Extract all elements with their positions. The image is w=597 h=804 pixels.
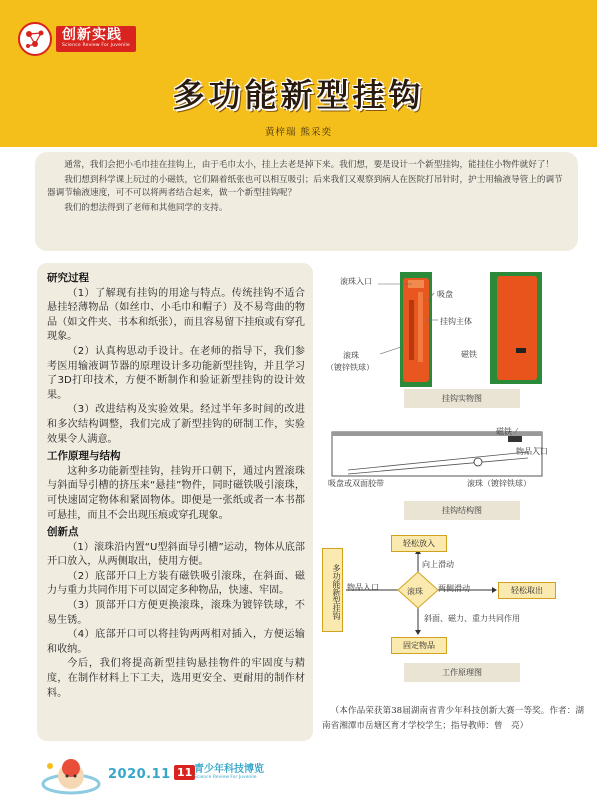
logo-box — [56, 26, 136, 52]
body-paragraph: （3）顶部开口方便更换滚珠，滚珠为镀锌铁球，不易生锈。 — [47, 600, 305, 626]
flow-ball-label: 滚珠 — [407, 587, 423, 596]
section-heading-research: 研究过程 — [47, 272, 89, 284]
fig2-label-suction: 吸盘或双面胶带 — [328, 479, 384, 488]
magazine-name — [194, 764, 264, 780]
section-heading-principle: 工作原理与结构 — [47, 450, 121, 463]
intro-paragraph: 我们想到科学课上玩过的小磁铁，它们隔着纸张也可以相互吸引；后来我们又观察到病人在医院打吊针时，护士用输液导管上的调节器调节输液速度，可不可以将两者结合起来，做一个新型挂钩呢？ — [47, 175, 563, 198]
body-paragraph: （2）认真构思动手设计。在老师的指导下，我们参考医用输液调节器的原理设计多功能新型挂钩，并且学习了3D打印技术，方便不断制作和验证新型挂钩的设计效果。 — [47, 345, 305, 401]
fig1-label-magnet: 磁铁 — [461, 350, 477, 359]
page-number: 11 — [174, 765, 195, 780]
body-paragraph: （4）底部开口可以将挂钩两两相对插入，方便运输和收纳。 — [47, 629, 305, 655]
flow-box-bottom: 固定物品 — [391, 637, 447, 654]
body-paragraph: 这种多功能新型挂钩，挂钩开口朝下，通过内置滚珠与斜面导引槽的挤压来“悬挂”物件，同时磁铁吸引滚珠，可快速固定物体和紧固物体。即便是一张纸或者一本书都可悬挂，而且不会出现压痕或穿孔现象。 — [47, 465, 305, 521]
page-footer — [0, 752, 597, 804]
logo-subtitle: Science Review For Juvenile — [62, 43, 130, 48]
fig2-label-magnet: 磁铁 — [496, 427, 512, 436]
flow-side-box: 多功能新型挂钩 — [322, 548, 343, 632]
intro-box — [35, 152, 578, 251]
logo-title: 创新实践 — [62, 27, 122, 43]
article-authors: 黄梓瑞 熊采奕 — [264, 127, 333, 138]
fig1-label-body: 挂钩主体 — [440, 317, 472, 326]
fig1-label-suction: 吸盘 — [437, 290, 453, 299]
flow-label-sides: 两侧滑动 — [438, 584, 470, 593]
flow-label-forces: 斜面、磁力、重力共同作用 — [424, 614, 520, 623]
award-credit: （本作品荣获第38届湖南省青少年科技创新大赛一等奖。作者：湖南省湘潭市岳塘区育才学校学生；指导教师：曾 亮） — [322, 706, 584, 731]
fig1-label-ball-sub: （镀锌铁球） — [326, 363, 374, 372]
body-paragraph: （2）底部开口上方装有磁铁吸引滚珠，在斜面、磁力与重力共同作用下可以固定多种物品，快速、牢固。 — [47, 570, 305, 597]
fig2-label-ball: 滚珠（镀锌铁球） — [467, 479, 531, 488]
flow-label-item-inlet: 物品入口 — [347, 583, 379, 592]
flow-box-top: 轻松放入 — [391, 535, 447, 552]
magazine-subtitle: Science Review For Juvenile — [194, 775, 257, 780]
fig3-caption: 工作原理图 — [404, 663, 520, 682]
hook-photo-right — [490, 272, 542, 384]
column-logo — [18, 22, 136, 56]
fig2-label-item-inlet: 物品入口 — [516, 447, 548, 456]
fig2-caption: 挂钩结构图 — [404, 501, 520, 520]
flow-label-up: 向上滑动 — [422, 560, 454, 569]
molecule-icon — [18, 22, 52, 56]
body-paragraph: （1）滚珠沿内置“U型斜面导引槽”运动，物体从底部开口放入，从两侧取出，使用方便。 — [47, 541, 305, 568]
flow-box-right: 轻松取出 — [498, 582, 556, 599]
fig1-label-inlet: 滚珠入口 — [340, 277, 372, 286]
intro-paragraph: 我们的想法得到了老师和其他同学的支持。 — [64, 203, 228, 213]
issue-date: 2020.11 — [108, 767, 171, 782]
body-paragraph: 今后，我们将提高新型挂钩悬挂物件的牢固度与精度，在制作材料上下工夫，选用更安全、更耐用的制作材料。 — [47, 658, 305, 699]
fig1-caption: 挂钩实物图 — [404, 389, 520, 408]
magazine-title: 青少年科技博览 — [194, 764, 264, 775]
main-text-panel — [37, 263, 313, 741]
fig1-leader-lines — [370, 278, 450, 368]
body-paragraph: （1）了解现有挂钩的用途与特点。传统挂钩不适合悬挂轻薄物品（如丝巾、小毛巾和帽子）及不易弯曲的物品（如文件夹、书本和纸张），而且容易留下挂痕或有穿孔现象。 — [47, 287, 305, 343]
section-heading-innovation: 创新点 — [47, 526, 79, 539]
article-title: 多功能新型挂钩 — [172, 76, 425, 114]
fig1-label-ball: 滚珠 — [343, 351, 359, 360]
intro-paragraph: 通常，我们会把小毛巾挂在挂钩上，由于毛巾太小，挂上去老是掉下来。我们想，要是设计一个新型挂钩，能挂住小物件就好了！ — [64, 160, 555, 170]
mascot-icon — [40, 754, 102, 802]
body-paragraph: （3）改进结构及实验效果。经过半年多时间的改进和多次结构调整，我们完成了新型挂钩的研制工作，实验效果令人满意。 — [47, 404, 305, 445]
